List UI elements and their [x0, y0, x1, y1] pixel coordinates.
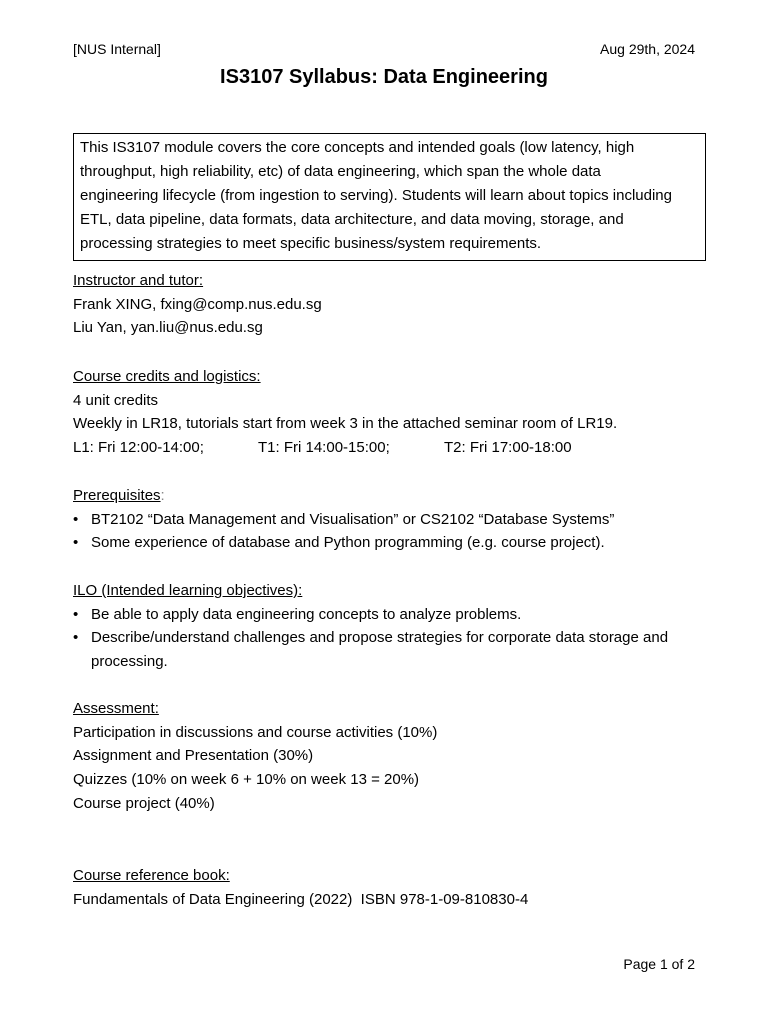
summary-line: ETL, data pipeline, data formats, data architecture, and data moving, storage, and	[80, 211, 624, 228]
internal-label: [NUS Internal]	[73, 41, 161, 57]
page-number: Page 1 of 2	[623, 956, 695, 972]
prereq-heading-line	[73, 484, 713, 508]
module-summary-box	[73, 133, 706, 261]
list-item: • BT2102 “Data Management and Visualisation” or CS2102 “Database Systems”	[73, 508, 713, 532]
assessment-item: Assignment and Presentation (30%)	[73, 747, 314, 765]
summary-line: engineering lifecycle (from ingestion to serving). Students will learn about topics including	[80, 187, 672, 204]
credits-heading: Course credits and logistics:	[73, 368, 261, 385]
page-title: IS3107 Syllabus: Data Engineering	[220, 66, 548, 88]
list-item: • Some experience of database and Python programming (e.g. course project).	[73, 531, 713, 555]
reference-book: Fundamentals of Data Engineering (2022) ISBN 978-1-09-810830-4	[73, 890, 529, 908]
reference-section	[73, 864, 713, 911]
document-date: Aug 29th, 2024	[600, 41, 695, 57]
prereq-heading: Prerequisites	[73, 487, 161, 504]
reference-heading: Course reference book:	[73, 867, 230, 884]
credits-section	[73, 365, 713, 460]
ilo-heading: ILO (Intended learning objectives):	[73, 582, 303, 599]
session-t2: T2: Fri 17:00-18:00	[444, 439, 572, 457]
ilo-list	[73, 603, 713, 674]
instructor-line: Liu Yan, yan.liu@nus.edu.sg	[73, 319, 263, 337]
assessment-item: Participation in discussions and course activities (10%)	[73, 723, 438, 741]
summary-line: This IS3107 module covers the core concepts and intended goals (low latency, high	[80, 139, 635, 156]
assessment-heading: Assessment:	[73, 700, 159, 717]
list-item: • Be able to apply data engineering concepts to analyze problems.	[73, 603, 713, 627]
prereq-list	[73, 508, 713, 555]
prerequisites-section	[73, 484, 713, 555]
instructor-line: Frank XING, fxing@comp.nus.edu.sg	[73, 295, 322, 313]
session-times	[73, 436, 713, 460]
prereq-colon: :	[160, 487, 165, 504]
credits-weekly: Weekly in LR18, tutorials start from week 3 in the attached seminar room of LR19.	[73, 415, 618, 433]
assessment-section	[73, 697, 713, 816]
summary-line: throughput, high reliability, etc) of data engineering, which span the whole data	[80, 163, 601, 180]
instructor-section	[73, 269, 713, 340]
session-t1: T1: Fri 14:00-15:00;	[258, 439, 390, 457]
summary-line: processing strategies to meet specific business/system requirements.	[80, 235, 542, 252]
session-l1: L1: Fri 12:00-14:00;	[73, 439, 204, 457]
assessment-item: Course project (40%)	[73, 794, 215, 812]
instructor-heading: Instructor and tutor:	[73, 272, 204, 289]
list-item: • Describe/understand challenges and propose strategies for corporate data storage and processing.	[73, 626, 681, 673]
ilo-section	[73, 579, 713, 674]
assessment-item: Quizzes (10% on week 6 + 10% on week 13 = 20%)	[73, 771, 420, 789]
credits-units: 4 unit credits	[73, 391, 159, 409]
